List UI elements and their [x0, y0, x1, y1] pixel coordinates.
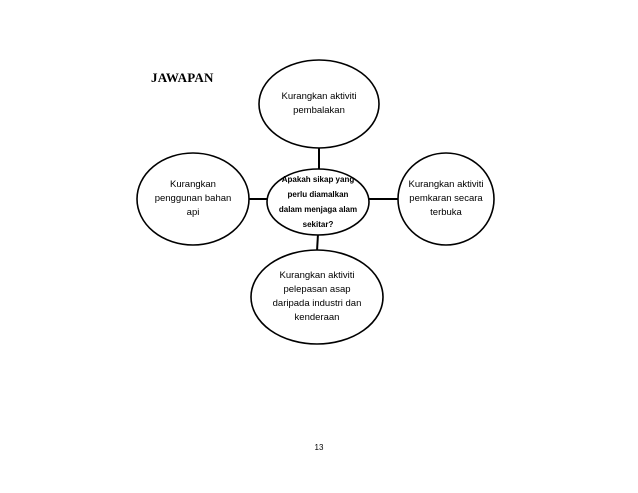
center-line-2: perlu diamalkan — [287, 190, 349, 199]
right-node-line-1: Kurangkan aktiviti — [408, 179, 484, 190]
left-node-text — [137, 176, 249, 222]
center-question-text — [268, 172, 368, 232]
right-node-text — [398, 176, 494, 222]
center-line-4: sekitar? — [302, 220, 334, 229]
bottom-node-line-4: kenderaan — [294, 312, 340, 323]
left-node-line-3: api — [186, 207, 200, 218]
page-number: 13 — [314, 443, 324, 452]
left-node-line-2: penggunan bahan — [154, 193, 232, 204]
center-line-1: Apakah sikap yang — [281, 175, 355, 184]
bottom-node-line-3: daripada industri dan — [272, 298, 362, 309]
right-node-line-2: pemkaran secara — [409, 193, 483, 204]
connector-bottom — [317, 234, 318, 251]
bottom-node-text — [251, 267, 383, 327]
top-node-text — [259, 82, 379, 126]
top-node-line-1: Kurangkan aktiviti — [281, 91, 357, 102]
left-node-line-1: Kurangkan — [170, 179, 216, 190]
bottom-node-line-2: pelepasan asap — [283, 284, 351, 295]
bottom-node-line-1: Kurangkan aktiviti — [279, 270, 355, 281]
top-node-line-2: pembalakan — [293, 105, 345, 116]
center-line-3: dalam menjaga alam — [278, 205, 358, 214]
heading: JAWAPAN — [151, 70, 214, 85]
right-node-line-3: terbuka — [430, 207, 462, 218]
